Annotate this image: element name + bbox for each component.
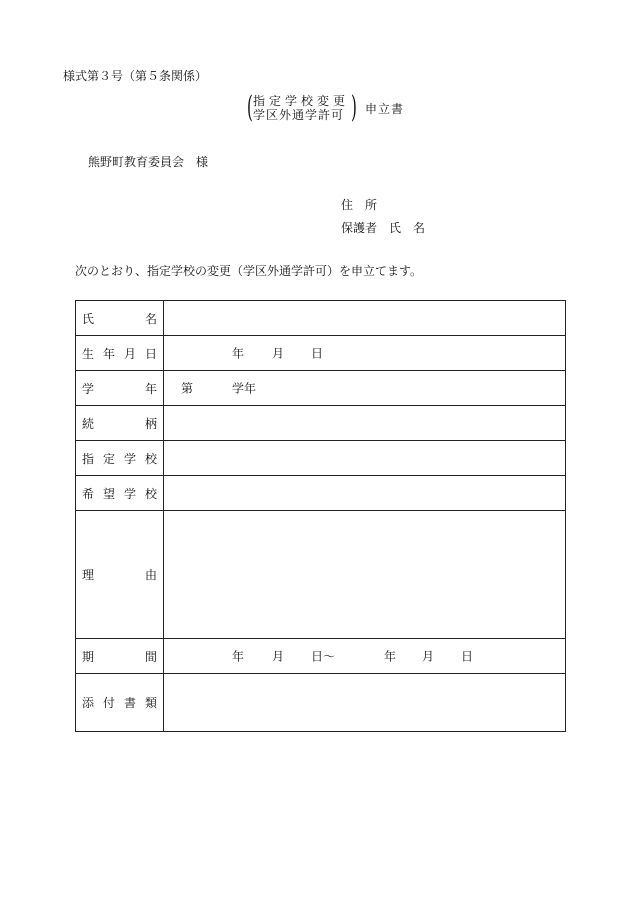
table-row-name xyxy=(76,301,566,336)
form-title xyxy=(245,90,405,125)
start-month-label: 月 xyxy=(272,649,285,664)
day-label: 日 xyxy=(311,346,324,361)
label-char: 理 xyxy=(82,568,95,582)
label-char: 類 xyxy=(144,696,157,710)
table-row-reason xyxy=(76,511,566,639)
form-number: 様式第３号（第５条関係） xyxy=(63,69,208,83)
month-label: 月 xyxy=(272,346,285,361)
start-day-label: 日～ xyxy=(311,649,336,664)
label-char: 名 xyxy=(144,311,157,326)
label-char: 続 xyxy=(82,416,95,431)
year-label: 年 xyxy=(232,346,245,361)
label-char: 学 xyxy=(123,451,136,466)
grade-suffix: 学年 xyxy=(232,381,257,396)
table-row-period xyxy=(76,639,566,674)
addressee: 熊野町教育委員会 様 xyxy=(88,155,209,169)
intro-text: 次のとおり、指定学校の変更（学区外通学許可）を申立てます。 xyxy=(75,264,423,278)
label-char: 定 xyxy=(102,451,115,466)
period-field[interactable] xyxy=(164,639,566,674)
table-row-birthdate xyxy=(76,336,566,371)
right-bracket: ) xyxy=(351,90,357,125)
label-char: 学 xyxy=(82,381,95,396)
table-row-relationship xyxy=(76,406,566,441)
label-char: 添 xyxy=(82,696,95,710)
title-suffix: 申立書 xyxy=(365,101,405,116)
label-char: 校 xyxy=(144,486,157,501)
label-char: 氏 xyxy=(82,311,95,326)
grade-prefix: 第 xyxy=(181,381,194,396)
label-char: 指 xyxy=(82,451,95,466)
left-bracket: ( xyxy=(247,90,253,125)
start-year-label: 年 xyxy=(232,649,245,664)
label-char: 校 xyxy=(144,451,157,466)
label-char: 学 xyxy=(123,486,136,501)
label-char: 付 xyxy=(102,696,115,710)
desired-school-field[interactable] xyxy=(164,476,566,511)
name-field[interactable] xyxy=(164,301,566,336)
label-char: 望 xyxy=(102,486,115,501)
label-char: 柄 xyxy=(144,416,157,431)
label-char: 生 xyxy=(82,346,95,361)
relationship-field[interactable] xyxy=(164,406,566,441)
application-table xyxy=(75,300,566,732)
end-year-label: 年 xyxy=(384,649,397,664)
title-line2: 学区外通学許可 xyxy=(253,108,345,122)
label-char: 年 xyxy=(102,346,115,361)
reason-field[interactable] xyxy=(164,511,566,639)
table-row-designated-school xyxy=(76,441,566,476)
birthdate-field[interactable] xyxy=(164,336,566,371)
label-char: 書 xyxy=(123,696,136,710)
label-char: 年 xyxy=(144,381,157,396)
table-row-grade xyxy=(76,371,566,406)
address-label: 住 所 xyxy=(341,198,378,212)
label-char: 希 xyxy=(82,486,95,501)
label-char: 日 xyxy=(144,346,157,361)
grade-field[interactable] xyxy=(164,371,566,406)
guardian-name-label: 保護者 氏 名 xyxy=(341,221,426,235)
end-month-label: 月 xyxy=(422,649,435,664)
designated-school-field[interactable] xyxy=(164,441,566,476)
label-char: 間 xyxy=(144,649,157,664)
attachments-field[interactable] xyxy=(164,674,566,732)
label-char: 月 xyxy=(123,346,136,361)
title-line1: 指定学校変更 xyxy=(253,94,350,108)
table-row-attachments xyxy=(76,674,566,732)
table-row-desired-school xyxy=(76,476,566,511)
label-char: 由 xyxy=(144,568,157,582)
end-day-label: 日 xyxy=(461,649,474,664)
label-char: 期 xyxy=(82,649,95,664)
